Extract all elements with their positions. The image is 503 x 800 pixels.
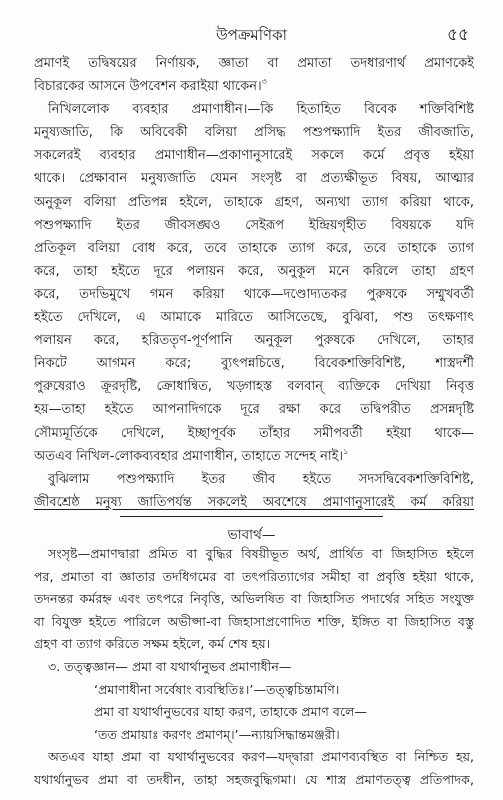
note-line: তদনন্তর কর্মরহ্ন এবং তৎপরে নিবৃত্তি, অভিলষিত বা জিহাসিত পদার্থের সহিত সংযুক্ত: [34, 591, 474, 607]
note-line: গ্রহণ বা ত্যাগ করিতে সক্ষম হইলে, কর্ম শেষ হয়।: [34, 636, 271, 652]
quote-line: ‘প্রমাণাধীনা সর্বেষাং ব্যবস্থিতিঃ।’—তত্ত্বচিন্তামণি।: [94, 681, 340, 697]
note-line: যথার্থানুভব প্রমা বা তদধীন, তাহা সহজবুদ্ধিগমা। যে শাস্ত্র প্রমাণতত্ত্ব প্রতিপাদক,: [34, 771, 474, 787]
text-line: করে, তদভিমুখে গমন করিয়া থাকে—দণ্ডোদ্যতকর পুরুষকে সম্মুখবর্তী: [34, 286, 474, 302]
section-divider: [120, 516, 383, 517]
quote-line: প্রমা বা যথার্থানুভবের যাহা করণ, তাহাকে প্রমাণ বলে—: [94, 704, 367, 720]
quote-line: ‘তত প্রমায়াঃ করণং প্রমাণম্।’—ন্যায়সিদ্ধান্তমঞ্জরী।: [94, 726, 340, 742]
text-line: প্রতিকূল বলিয়া বোধ করে, তবে তাহাকে ত্যাগ করে, তবে তাহাকে ত্যাগ: [34, 240, 474, 256]
footnote-mark: ১: [343, 446, 349, 456]
text-line: হয়—তাহা হইতে আপনাদিগকে দূরে রক্ষা করে তদ্বিপরীত প্রসন্নদৃষ্টি: [34, 402, 474, 418]
text-line: বিচারকের আসনে উপবেশন করাইয়া থাকেন।$^৩$: [34, 77, 267, 95]
text-line: সৌম্যমূর্তিকে দেখিলে, ইচ্ছাপূর্বক তাঁহার সমীপবর্তী হইয়া থাকে—: [34, 425, 474, 441]
text-line: সকলেরই ব্যবহার প্রমাণাধীন—প্রকাণানুসারেই সকলে কর্মে প্রবৃত্ত হইয়া: [34, 148, 474, 164]
text-line: নিকটে আগমন করে; ব্যুৎপন্নচিত্তে, বিবেকশক্তিবিশিষ্ট, শাস্ত্রদর্শী: [34, 356, 474, 372]
text-line: বুঝিলাম পশুপক্ষ্যাদি ইতর জীব হইতে সদসদ্বিবেকশক্তিবিশিষ্ট,: [48, 471, 474, 487]
footnote-mark: ৩: [261, 77, 267, 87]
text-line-underlined: জীবশ্রেষ্ঠ মনুষ্য জাতিপর্যন্ত সকলেই অবশেষে প্রমাণানুসারেই কর্ম করিয়া: [34, 494, 474, 510]
note-line: বা বিযুক্ত হইতে পারিলে অভীপ্সা-বা জিহাসাপ্রণোদিত শক্তি, ইঙ্গিত বা জিহাসিত বস্তু: [34, 613, 474, 629]
note-line: অতএব যাহা প্রমা বা যথার্থানুভবের করণ—যদ্দ্বারা প্রমাণব্যবস্থিত বা নিশ্চিত হয়,: [48, 749, 474, 765]
note-line: সংসৃষ্ট—প্রমাণদ্বারা প্রমিত বা বুদ্ধির বিষয়ীভূত অর্থ, প্রার্থিত বা জিহাসিত হইলে: [48, 546, 474, 561]
text-line: করে, তাহা হইতে দূরে পলায়ন করে, অনুকূল মনে করিলে তাহা গ্রহণ: [34, 263, 474, 279]
section-title: ভাবার্থ—: [227, 527, 276, 543]
text-line: পশুপক্ষ্যাদি ইতর জীবসঙ্ঘও সেইরূপ ইন্দ্রিয়গৃহীত বিষয়কে যদি: [34, 217, 474, 233]
main-text: [34, 52, 474, 514]
text-line: পলায়ন করে, হরিততৃণ-পূর্ণপানি অনুকূল পুরুষকে দেখিলে, তাহার: [34, 333, 474, 349]
text-line: হইতে দেখিলে, এ আমাকে মারিতে আসিতেছে, বুঝিবা, পশু তৎক্ষণাৎ: [34, 310, 474, 326]
note-line: ৩. তত্ত্বজ্ঞান— প্রমা বা যথার্থানুভব প্রমাণাধীন—: [48, 658, 292, 674]
page-header: [0, 22, 503, 48]
text-line: প্রমাণই তদ্বিষয়ের নির্ণায়ক, জ্ঞাতা বা প্রমাতা তদধারণার্থ প্রমাণকেই: [34, 56, 474, 71]
note-line: পর, প্রমাতা বা জ্ঞাতার তদধিগমের বা তৎপরিত্যাগের সমীহা বা প্রবৃত্তি হইয়া থাকে,: [34, 568, 474, 584]
notes-text: [34, 543, 474, 792]
text-line: মনুষ্যজাতি, কি অবিবেকী বলিয়া প্রসিদ্ধ পশুপক্ষ্যাদি ইতর জীবজাতি,: [34, 125, 474, 141]
text-line: অতএব নিখিল-লোকব্যবহার প্রমাণাধীন, তাহাতে সন্দেহ নাই।$^১$: [34, 446, 349, 464]
text-line: নিখিললোক ব্যবহার প্রমাণাধীন।—কি হিতাহিত বিবেক শক্তিবিশিষ্ট: [48, 102, 474, 118]
text-line: থাকে। প্রেক্ষাবান মনুষ্যজাতি যেমন সংসৃষ্ট বা প্রত্যক্ষীভূত বিষয়, আত্মার: [34, 171, 474, 187]
page-number: ৫৫: [446, 25, 469, 45]
running-title: উপক্রমণিকা: [216, 26, 287, 44]
text-line: পুরুষেরাও ক্রূরদৃষ্টি, ক্রোধান্বিত, খড়্গাহস্ত বলবান্ ব্যক্তিকে দেখিয়া নিবৃত্ত: [34, 379, 474, 395]
text-line: অনুকূল বলিয়া প্রতিপন্ন হইলে, তাহাকে গ্রহণ, অন্যথা ত্যাগ করিয়া থাকে,: [34, 194, 474, 210]
